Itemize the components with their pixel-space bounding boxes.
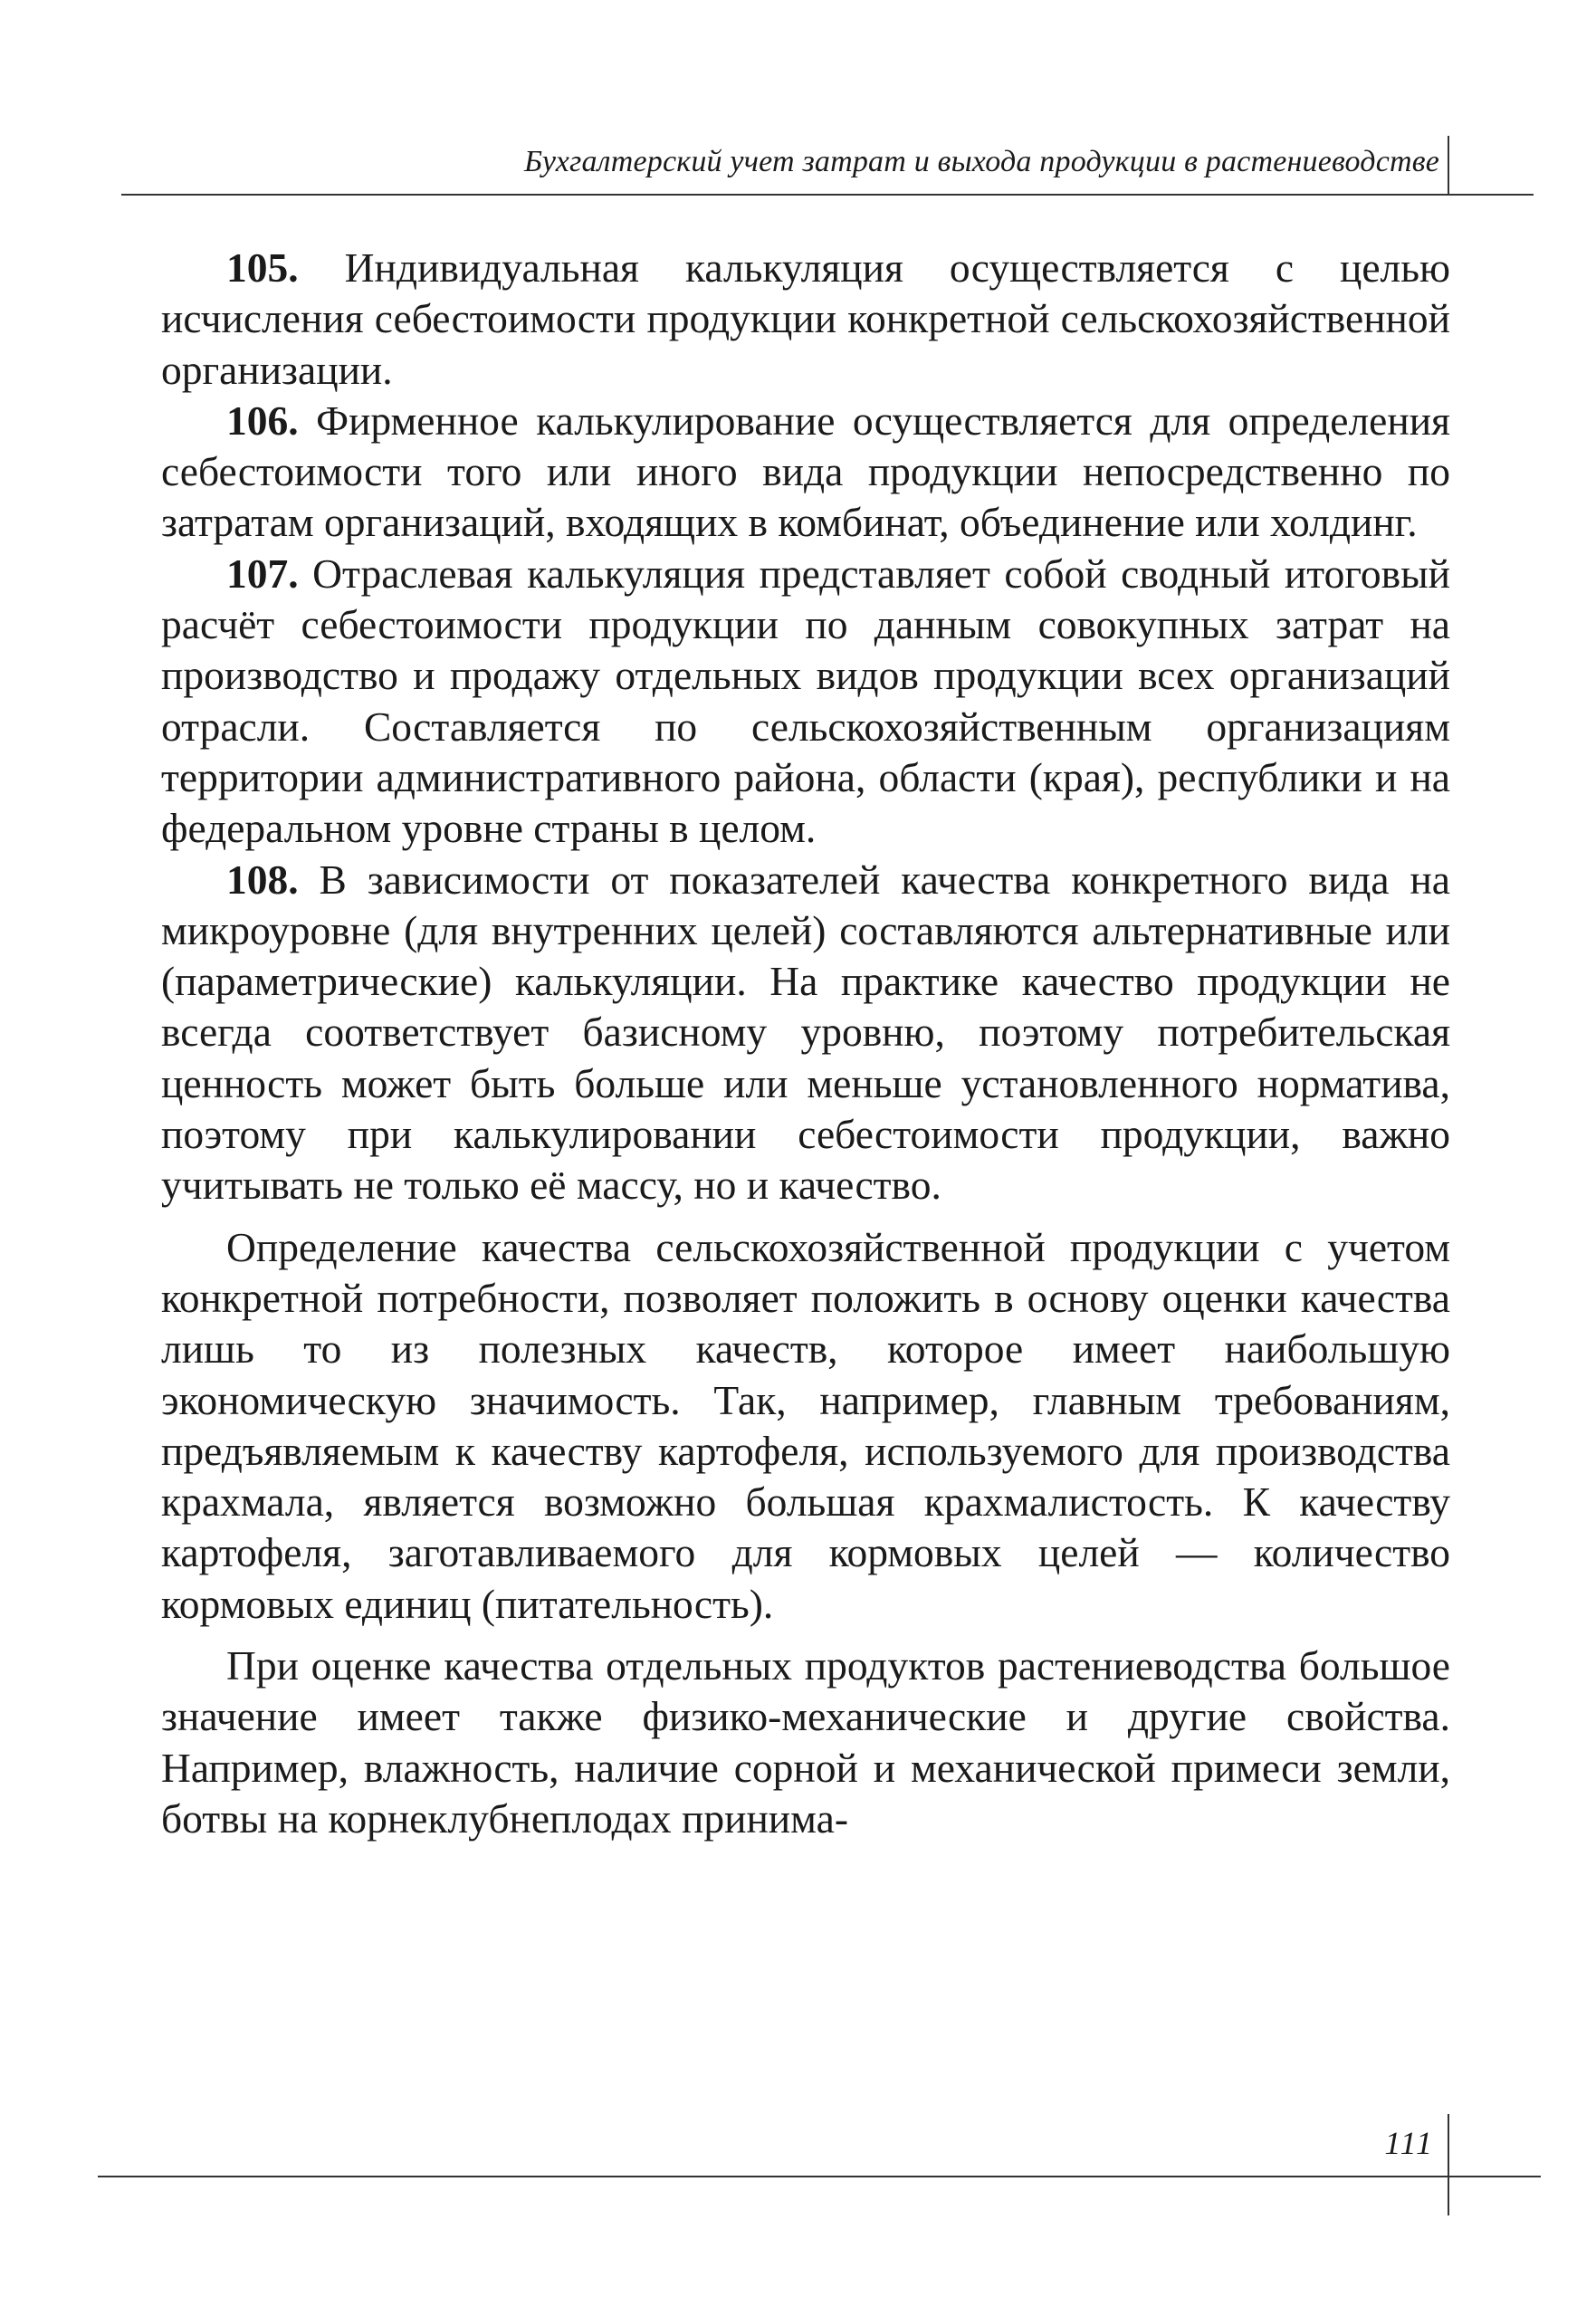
paragraph-text: Отраслевая калькуляция представляет собой сводный итоговый расчёт себестоимости продукции по данным совокупных затрат на производство и продажу отдельных видов продукции всех организаций отрасли. Составляется по сельскохозяйственным организациям территории административного района, области (края), республики и на федеральном уровне страны в целом. — [161, 550, 1450, 852]
paragraph-number: 107. — [226, 550, 299, 597]
paragraph-text: При оценке качества отдельных продуктов растениеводства большое значение имеет также физико-механические и другие свойства. Например, влажность, наличие сорной и механической примеси земли, ботвы на корнеклубнеплодах принима- — [161, 1642, 1450, 1842]
header-rule — [121, 194, 1534, 196]
page-number: 111 — [1384, 2125, 1434, 2161]
paragraph-105 — [161, 243, 1450, 396]
paragraph-107 — [161, 549, 1450, 855]
footer-vertical-rule — [1448, 2114, 1449, 2215]
body-text — [161, 243, 1450, 1844]
paragraph-number: 105. — [226, 244, 299, 291]
paragraph-quality-definition — [161, 1222, 1450, 1630]
running-head: Бухгалтерский учет затрат и выхода продукции в растениеводстве — [524, 145, 1439, 178]
paragraph-text: Определение качества сельскохозяйственной продукции с учетом конкретной потребности, позволяет положить в основу оценки качества лишь то из полезных качеств, которое имеет наибольшую экономическую значимость. Так, например, главным требованиям, предъявляемым к качеству картофеля, используемого для производства крахмала, является возможно большая крахмалистость. К качеству картофеля, заготавливаемого для кормовых целей — количество кормовых единиц (питательность). — [161, 1223, 1450, 1627]
paragraph-text: Индивидуальная калькуляция осуществляется с целью исчисления себестоимости продукции конкретной сельскохозяйственной организации. — [161, 244, 1450, 393]
footer-rule — [98, 2176, 1541, 2177]
paragraph-106 — [161, 396, 1450, 549]
paragraph-108 — [161, 855, 1450, 1211]
paragraph-text: В зависимости от показателей качества конкретного вида на микроуровне (для внутренних целей) составляются альтернативные или (параметрические) калькуляции. На практике качество продукции не всегда соответствует базисному уровню, поэтому потребительская ценность может быть больше или меньше установленного норматива, поэтому при калькулировании себестоимости продукции, важно учитывать не только её массу, но и качество. — [161, 856, 1450, 1209]
paragraph-number: 106. — [226, 397, 299, 444]
paragraph-number: 108. — [226, 856, 299, 903]
paragraph-text: Фирменное калькулирование осуществляется для определения себестоимости того или иного вида продукции непосредственно по затратам организаций, входящих в комбинат, объединение или холдинг. — [161, 397, 1450, 546]
paragraph-quality-assessment — [161, 1641, 1450, 1844]
header-vertical-rule — [1448, 136, 1449, 194]
